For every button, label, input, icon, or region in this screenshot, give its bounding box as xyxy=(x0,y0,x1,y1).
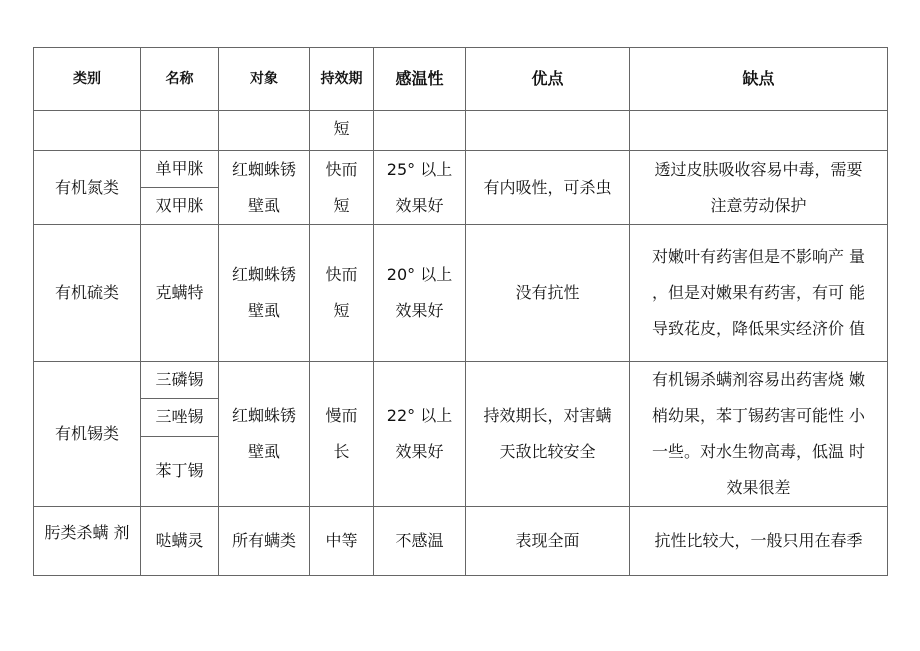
disadvantages-cell xyxy=(630,362,888,507)
temperature-cell: 不感温 xyxy=(374,507,466,576)
target-cell xyxy=(219,225,310,362)
target-cell xyxy=(219,151,310,225)
duration-cell xyxy=(310,225,374,362)
temperature-line: 效果好 xyxy=(395,195,444,215)
name-cell: 苯丁锡 xyxy=(141,436,219,507)
disadvantages-line: 一些。对水生物高毒，低温 时 xyxy=(651,442,866,461)
cont-category xyxy=(34,111,141,151)
duration-line: 快而 xyxy=(325,159,358,179)
header-row xyxy=(34,48,888,111)
target-line: 红蜘蛛锈 xyxy=(231,406,296,425)
name-cell: 三磷锡 xyxy=(141,362,219,399)
temperature-line: 22° 以上 xyxy=(386,406,453,425)
header-temperature: 感温性 xyxy=(374,48,466,111)
advantages-line: 有内吸性，可杀虫 xyxy=(483,177,612,197)
table-row xyxy=(34,225,888,362)
name-cell: 克螨特 xyxy=(141,225,219,362)
disadvantages-cell xyxy=(630,151,888,225)
cont-advantages xyxy=(466,111,630,151)
advantages-cell xyxy=(466,151,630,225)
category-cell: 有机锡类 xyxy=(34,362,141,507)
disadvantages-line: ，但是对嫩果有药害，有可 能 xyxy=(651,283,866,302)
header-name: 名称 xyxy=(141,48,219,111)
advantages-cell: 表现全面 xyxy=(466,507,630,576)
header-category: 类别 xyxy=(34,48,141,111)
duration-cell: 中等 xyxy=(310,507,374,576)
name-cell: 双甲脒 xyxy=(141,188,219,225)
table-row xyxy=(34,151,888,188)
disadvantages-line: 效果很差 xyxy=(726,478,791,497)
disadvantages-line: 对嫩叶有药害但是不影响产 量 xyxy=(651,247,866,266)
cont-target xyxy=(219,111,310,151)
table-row xyxy=(34,362,888,399)
table-row xyxy=(34,507,888,576)
target-line: 红蜘蛛锈 xyxy=(231,159,296,179)
duration-line: 慢而 xyxy=(325,406,358,425)
advantages-line: 没有抗性 xyxy=(515,283,580,302)
target-line: 红蜘蛛锈 xyxy=(231,265,296,284)
temperature-cell xyxy=(374,151,466,225)
header-duration: 持效期 xyxy=(310,48,374,111)
header-advantages: 优点 xyxy=(466,48,630,111)
cont-disadvantages xyxy=(630,111,888,151)
temperature-line: 25° 以上 xyxy=(386,159,453,179)
duration-line: 短 xyxy=(333,195,350,215)
duration-line: 快而 xyxy=(325,265,358,284)
disadvantages-line: 注意劳动保护 xyxy=(710,195,807,215)
cont-name xyxy=(141,111,219,151)
duration-line: 短 xyxy=(333,301,350,320)
cont-duration: 短 xyxy=(310,111,374,151)
disadvantages-line: 有机锡杀螨剂容易出药害烧 嫩 xyxy=(651,370,866,389)
disadvantages-line: 梢幼果，苯丁锡药害可能性 小 xyxy=(651,406,866,425)
advantages-line: 持效期长，对害螨 xyxy=(483,406,612,425)
target-line: 壁虱 xyxy=(247,195,280,215)
name-cell: 单甲脒 xyxy=(141,151,219,188)
name-cell: 哒螨灵 xyxy=(141,507,219,576)
target-cell: 所有螨类 xyxy=(219,507,310,576)
target-line: 壁虱 xyxy=(247,301,280,320)
name-cell: 三唑锡 xyxy=(141,399,219,436)
header-disadvantages: 缺点 xyxy=(630,48,888,111)
target-cell xyxy=(219,362,310,507)
advantages-line: 天敌比较安全 xyxy=(499,442,596,461)
acaricide-comparison-table xyxy=(33,47,888,576)
cont-temperature xyxy=(374,111,466,151)
disadvantages-line: 导致花皮，降低果实经济价 值 xyxy=(651,319,866,338)
target-line: 壁虱 xyxy=(247,442,280,461)
duration-line: 长 xyxy=(333,442,350,461)
temperature-line: 效果好 xyxy=(395,301,444,320)
disadvantages-line: 透过皮肤吸收容易中毒，需要 xyxy=(654,159,863,179)
header-target: 对象 xyxy=(219,48,310,111)
category-cell: 肟类杀螨 剂 xyxy=(34,507,141,576)
duration-cell xyxy=(310,151,374,225)
duration-cell xyxy=(310,362,374,507)
temperature-line: 效果好 xyxy=(395,442,444,461)
category-cell: 有机氮类 xyxy=(34,151,141,225)
advantages-cell xyxy=(466,225,630,362)
advantages-cell xyxy=(466,362,630,507)
temperature-line: 20° 以上 xyxy=(386,265,453,284)
temperature-cell xyxy=(374,362,466,507)
category-cell: 有机硫类 xyxy=(34,225,141,362)
disadvantages-cell xyxy=(630,225,888,362)
disadvantages-cell: 抗性比较大，一般只用在春季 xyxy=(630,507,888,576)
continuation-row xyxy=(34,111,888,151)
temperature-cell xyxy=(374,225,466,362)
